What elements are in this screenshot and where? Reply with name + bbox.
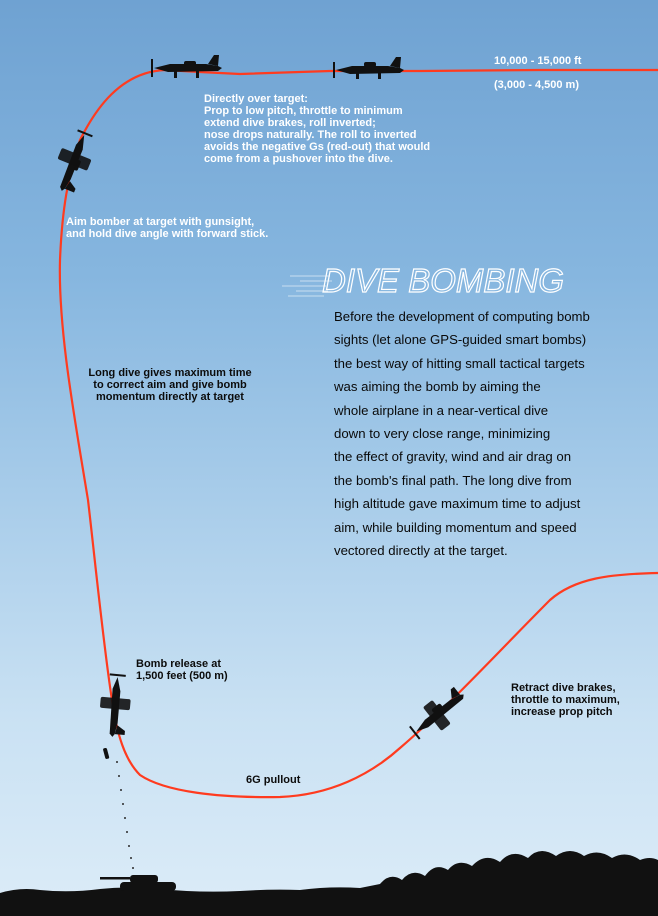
annotation-line: Bomb release at [136, 658, 221, 670]
aircraft-level-1 [151, 55, 222, 78]
over-target-annotation [204, 93, 430, 165]
annotation-line: avoids the negative Gs (red-out) that would [204, 141, 431, 153]
annotation-line: extend dive brakes, roll inverted; [204, 117, 376, 129]
body-line: was aiming the bomb by aiming the [334, 379, 541, 395]
annotation-line: 1,500 feet (500 m) [136, 670, 228, 682]
annotation-line: Aim bomber at target with gunsight, [66, 216, 255, 228]
body-line: the bomb's final path. The long dive from [334, 472, 572, 488]
body-line: Before the development of computing bomb [334, 309, 590, 324]
ground-silhouette [0, 851, 658, 916]
altitude-feet-label: 10,000 - 15,000 ft [494, 55, 582, 67]
body-line: vectored directly at the target. [334, 543, 508, 559]
annotation-line: momentum directly at target [96, 391, 244, 403]
body-line: the effect of gravity, wind and air drag on [334, 449, 572, 465]
annotation-line: to correct aim and give bomb [93, 379, 247, 391]
annotation-line: throttle to maximum, [511, 694, 620, 706]
bomb [103, 748, 110, 760]
annotation-line: Directly over target: [204, 93, 308, 105]
long-dive-annotation [70, 367, 270, 403]
body-line: the best way of hitting small tactical targets [334, 355, 585, 371]
annotation-line: Retract dive brakes, [511, 682, 616, 694]
aircraft-roll-in [47, 126, 100, 196]
aircraft-bomb-release [97, 673, 132, 738]
retract-annotation [511, 682, 620, 718]
pullout-label: 6G pullout [246, 774, 301, 786]
bomb-release-annotation [136, 658, 228, 682]
body-line: whole airplane in a near-vertical dive [334, 402, 549, 418]
annotation-line: Prop to low pitch, throttle to minimum [204, 105, 403, 117]
diagram-title: DIVE BOMBING [322, 262, 565, 299]
body-line: sights (let alone GPS-guided smart bombs) [334, 332, 587, 348]
annotation-line: Long dive gives maximum time [88, 367, 252, 379]
body-line: aim, while building momentum and speed [334, 519, 577, 535]
aircraft-level-2 [333, 57, 404, 79]
annotation-line: nose drops naturally. The roll to inverted [204, 129, 417, 141]
annotation-line: and hold dive angle with forward stick. [66, 228, 269, 240]
bomb-trajectory-dots [116, 761, 134, 869]
altitude-meters-label: (3,000 - 4,500 m) [494, 79, 579, 91]
body-line: down to very close range, minimizing [334, 426, 551, 442]
annotation-line: come from a pushover into the dive. [204, 153, 393, 165]
body-paragraph [334, 305, 634, 562]
body-line: high altitude gave maximum time to adjust [334, 496, 581, 512]
annotation-line: increase prop pitch [511, 706, 613, 718]
aim-annotation [66, 216, 268, 240]
